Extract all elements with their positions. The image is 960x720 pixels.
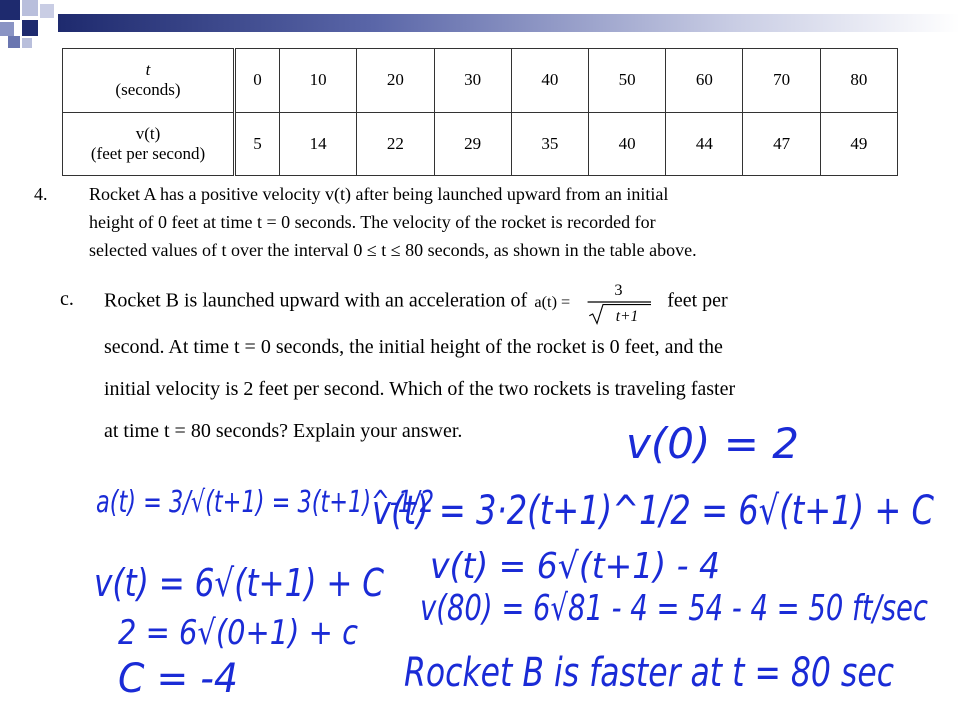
v-cell: 22 <box>357 112 434 176</box>
handwriting-final-v: v(t) = 6√(t+1) - 4 <box>430 546 720 587</box>
part-c-line: initial velocity is 2 feet per second. Which of the two rockets is traveling faster <box>104 378 736 400</box>
v-cell: 44 <box>666 112 743 176</box>
v-cell: 35 <box>511 112 588 176</box>
formula-denominator: t+1 <box>615 307 639 325</box>
v-cell: 5 <box>235 112 280 176</box>
formula-lhs: a(t) = <box>534 292 571 312</box>
v-cell: 49 <box>820 112 897 176</box>
t-cell: 80 <box>820 49 897 113</box>
handwriting-conclusion: Rocket B is faster at t = 80 sec <box>404 650 895 696</box>
part-c-label: c. <box>60 288 74 310</box>
v-cell: 40 <box>588 112 665 176</box>
v-unit: (feet per second) <box>90 143 206 163</box>
t-cell: 60 <box>666 49 743 113</box>
handwriting-v80: v(80) = 6√81 - 4 = 54 - 4 = 50 ft/sec <box>420 588 929 629</box>
problem-line: height of 0 feet at time t = 0 seconds. The velocity of the rocket is recorded for <box>89 212 656 232</box>
v-header: v(t) <box>135 123 161 143</box>
problem-line: Rocket A has a positive velocity v(t) after being launched upward from an initial <box>89 184 669 204</box>
v-cell: 29 <box>434 112 511 176</box>
t-cell: 30 <box>434 49 511 113</box>
formula-numerator: 3 <box>614 280 623 300</box>
v-cell: 14 <box>280 112 357 176</box>
t-cell: 0 <box>235 49 280 113</box>
t-cell: 20 <box>357 49 434 113</box>
handwriting-substitution: 2 = 6√(0+1) + c <box>118 613 359 653</box>
part-c-line: at time t = 80 seconds? Explain your answer. <box>104 420 463 442</box>
handwriting-general-v: v(t) = 6√(t+1) + C <box>94 561 385 605</box>
problem-line: selected values of t over the interval 0 ≤ t ≤ 80 seconds, as shown in the table above. <box>89 240 697 260</box>
t-cell: 50 <box>588 49 665 113</box>
handwriting-v0: v(0) = 2 <box>626 419 799 468</box>
part-c-line: second. At time t = 0 seconds, the initial height of the rocket is 0 feet, and the <box>104 336 723 358</box>
t-cell: 40 <box>511 49 588 113</box>
handwriting-integral: v(t) = 3·2(t+1)^1/2 = 6√(t+1) + C <box>372 488 935 534</box>
t-header: t <box>145 60 151 80</box>
problem-number: 4. <box>34 184 48 204</box>
part-c-line1-after: feet per <box>667 289 728 312</box>
part-c-line1-before: Rocket B is launched upward with an acceleration of <box>104 289 528 312</box>
t-cell: 10 <box>280 49 357 113</box>
t-cell: 70 <box>743 49 820 113</box>
handwriting-c-value: C = -4 <box>118 656 238 702</box>
t-unit: (seconds) <box>115 80 181 100</box>
handwriting-acceleration: a(t) = 3/√(t+1) = 3(t+1)^-1/2 <box>96 485 434 520</box>
v-cell: 47 <box>743 112 820 176</box>
